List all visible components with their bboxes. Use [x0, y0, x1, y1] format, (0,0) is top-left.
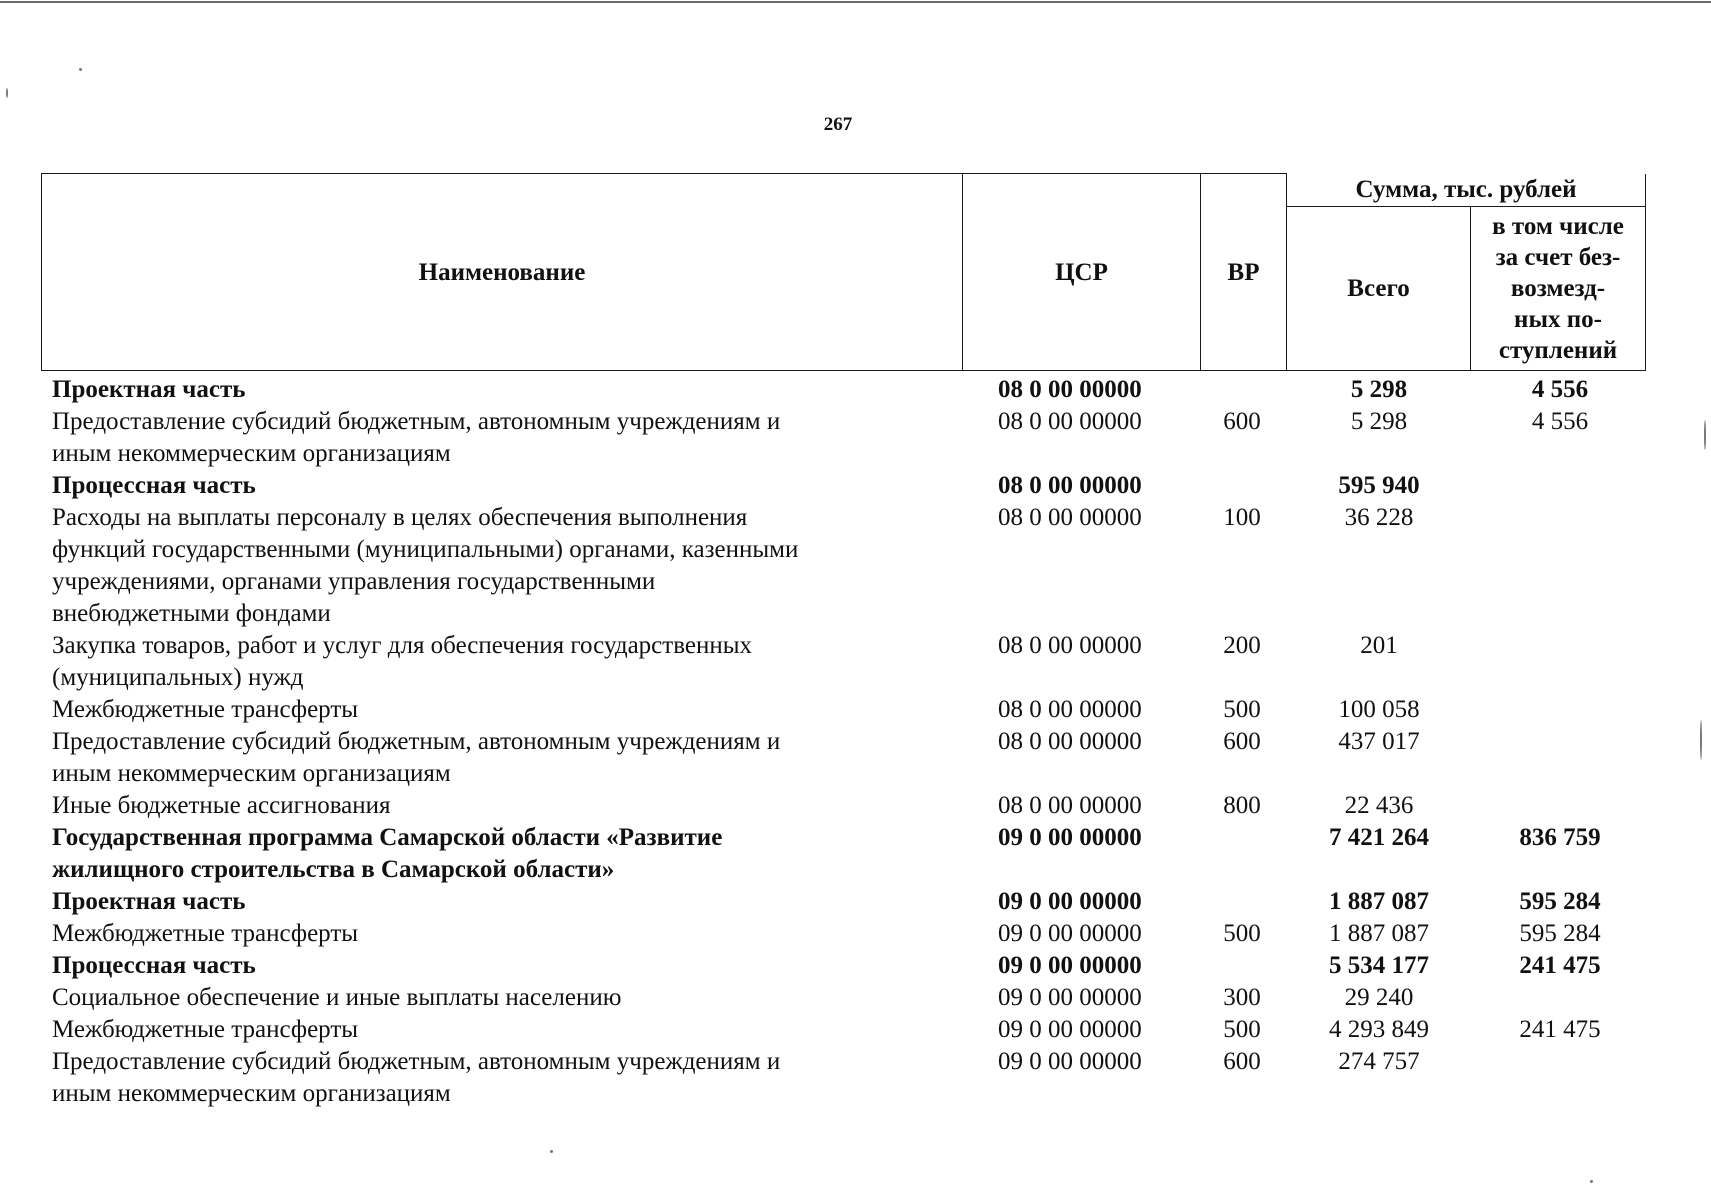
row-free-receipts: 4 556	[1531, 376, 1589, 403]
table-row	[0, 374, 1711, 406]
row-vr-code: 200	[1223, 632, 1261, 659]
table-row	[0, 790, 1711, 822]
header-free-line: за счет без-	[1495, 244, 1621, 271]
table-row	[0, 1046, 1711, 1078]
row-csr-code: 09 0 00 00000	[998, 1016, 1142, 1043]
row-name: Иные бюджетные ассигнования	[52, 792, 391, 819]
row-vr-code: 600	[1223, 408, 1261, 435]
header-csr: ЦСР	[963, 174, 1201, 371]
table-row	[0, 438, 1711, 470]
header-free-line: ступлений	[1498, 337, 1618, 364]
row-name: Проектная часть	[52, 888, 246, 915]
row-free-receipts: 595 284	[1519, 920, 1601, 947]
row-vr-code: 600	[1223, 1048, 1261, 1075]
header-free-line: ных по-	[1514, 306, 1602, 333]
row-name: Предоставление субсидий бюджетным, автономным учреждениям и	[52, 728, 781, 755]
table-row	[0, 950, 1711, 982]
table-row	[0, 406, 1711, 438]
page-number: 267	[823, 114, 853, 135]
row-total: 595 940	[1338, 472, 1420, 499]
header-sum-group: Сумма, тыс. рублей	[1287, 174, 1646, 207]
header-free-receipts	[1471, 207, 1646, 371]
table-row	[0, 534, 1711, 566]
header-name: Наименование	[42, 174, 963, 371]
row-name: Межбюджетные трансферты	[52, 1016, 359, 1043]
row-csr-code: 08 0 00 00000	[998, 728, 1142, 755]
row-csr-code: 09 0 00 00000	[998, 888, 1142, 915]
row-total: 1 887 087	[1329, 920, 1429, 947]
row-name: внебюджетными фондами	[52, 600, 331, 627]
row-vr-code: 500	[1223, 920, 1261, 947]
row-free-receipts: 4 556	[1531, 408, 1589, 435]
scan-speck	[1590, 1180, 1593, 1183]
row-total: 36 228	[1344, 504, 1414, 531]
row-csr-code: 09 0 00 00000	[998, 1048, 1142, 1075]
row-name: Процессная часть	[52, 472, 256, 499]
row-total: 274 757	[1338, 1048, 1420, 1075]
header-free-line: в том числе	[1492, 213, 1624, 240]
table-row	[0, 758, 1711, 790]
header-vr: ВР	[1201, 174, 1287, 371]
row-total: 201	[1360, 632, 1398, 659]
row-csr-code: 08 0 00 00000	[998, 696, 1142, 723]
row-vr-code: 600	[1223, 728, 1261, 755]
header-free-line: возмезд-	[1510, 275, 1606, 302]
row-name: иным некоммерческим организациям	[52, 1080, 451, 1107]
scan-speck	[1700, 720, 1702, 760]
table-row	[0, 918, 1711, 950]
row-name: Расходы на выплаты персоналу в целях обеспечения выполнения	[52, 504, 748, 531]
row-total: 5 298	[1350, 376, 1408, 403]
table-row	[0, 662, 1711, 694]
row-csr-code: 08 0 00 00000	[998, 504, 1142, 531]
row-csr-code: 08 0 00 00000	[998, 472, 1142, 499]
table-row	[0, 502, 1711, 534]
row-vr-code: 500	[1223, 696, 1261, 723]
row-name: Государственная программа Самарской области «Развитие	[52, 824, 723, 851]
table-row	[0, 630, 1711, 662]
row-csr-code: 08 0 00 00000	[998, 376, 1142, 403]
row-name: Межбюджетные трансферты	[52, 696, 359, 723]
header-total: Всего	[1287, 207, 1471, 371]
scan-top-edge-line	[0, 1, 1711, 3]
row-vr-code: 300	[1223, 984, 1261, 1011]
row-name: иным некоммерческим организациям	[52, 760, 451, 787]
row-total: 5 534 177	[1329, 952, 1429, 979]
row-csr-code: 09 0 00 00000	[998, 984, 1142, 1011]
table-row	[0, 822, 1711, 854]
row-total: 7 421 264	[1329, 824, 1429, 851]
table-row	[0, 470, 1711, 502]
row-free-receipts: 836 759	[1519, 824, 1601, 851]
row-total: 100 058	[1338, 696, 1420, 723]
row-free-receipts: 595 284	[1519, 888, 1601, 915]
row-csr-code: 08 0 00 00000	[998, 792, 1142, 819]
row-total: 437 017	[1338, 728, 1420, 755]
row-total: 22 436	[1344, 792, 1414, 819]
row-csr-code: 09 0 00 00000	[998, 824, 1142, 851]
scan-speck	[1704, 420, 1706, 450]
row-total: 4 293 849	[1329, 1016, 1429, 1043]
row-name: Закупка товаров, работ и услуг для обеспечения государственных	[52, 632, 753, 659]
row-vr-code: 800	[1223, 792, 1261, 819]
row-name: (муниципальных) нужд	[52, 664, 304, 691]
row-name: Предоставление субсидий бюджетным, автономным учреждениям и	[52, 408, 781, 435]
row-csr-code: 09 0 00 00000	[998, 920, 1142, 947]
row-name: Социальное обеспечение и иные выплаты населению	[52, 984, 622, 1011]
row-name: иным некоммерческим организациям	[52, 440, 451, 467]
row-name: Проектная часть	[52, 376, 246, 403]
row-csr-code: 09 0 00 00000	[998, 952, 1142, 979]
row-free-receipts: 241 475	[1519, 952, 1601, 979]
table-row	[0, 1078, 1711, 1110]
row-free-receipts: 241 475	[1519, 1016, 1601, 1043]
scan-speck	[79, 68, 82, 71]
table-row	[0, 854, 1711, 886]
row-name: Предоставление субсидий бюджетным, автономным учреждениям и	[52, 1048, 781, 1075]
row-name: функций государственными (муниципальными) органами, казенными	[52, 536, 799, 563]
row-name: учреждениями, органами управления государственными	[52, 568, 656, 595]
row-vr-code: 100	[1223, 504, 1261, 531]
table-row	[0, 982, 1711, 1014]
table-row	[0, 694, 1711, 726]
row-csr-code: 08 0 00 00000	[998, 632, 1142, 659]
row-csr-code: 08 0 00 00000	[998, 408, 1142, 435]
row-name: Межбюджетные трансферты	[52, 920, 359, 947]
row-total: 5 298	[1350, 408, 1408, 435]
scan-speck	[6, 88, 8, 98]
row-total: 1 887 087	[1329, 888, 1429, 915]
table-row	[0, 598, 1711, 630]
table-row	[0, 566, 1711, 598]
table-row	[0, 886, 1711, 918]
row-name: Процессная часть	[52, 952, 256, 979]
row-total: 29 240	[1344, 984, 1414, 1011]
row-name: жилищного строительства в Самарской области»	[52, 856, 615, 883]
table-row	[0, 726, 1711, 758]
row-vr-code: 500	[1223, 1016, 1261, 1043]
table-row	[0, 1014, 1711, 1046]
scan-speck	[550, 1150, 553, 1153]
table-header	[41, 173, 1646, 371]
